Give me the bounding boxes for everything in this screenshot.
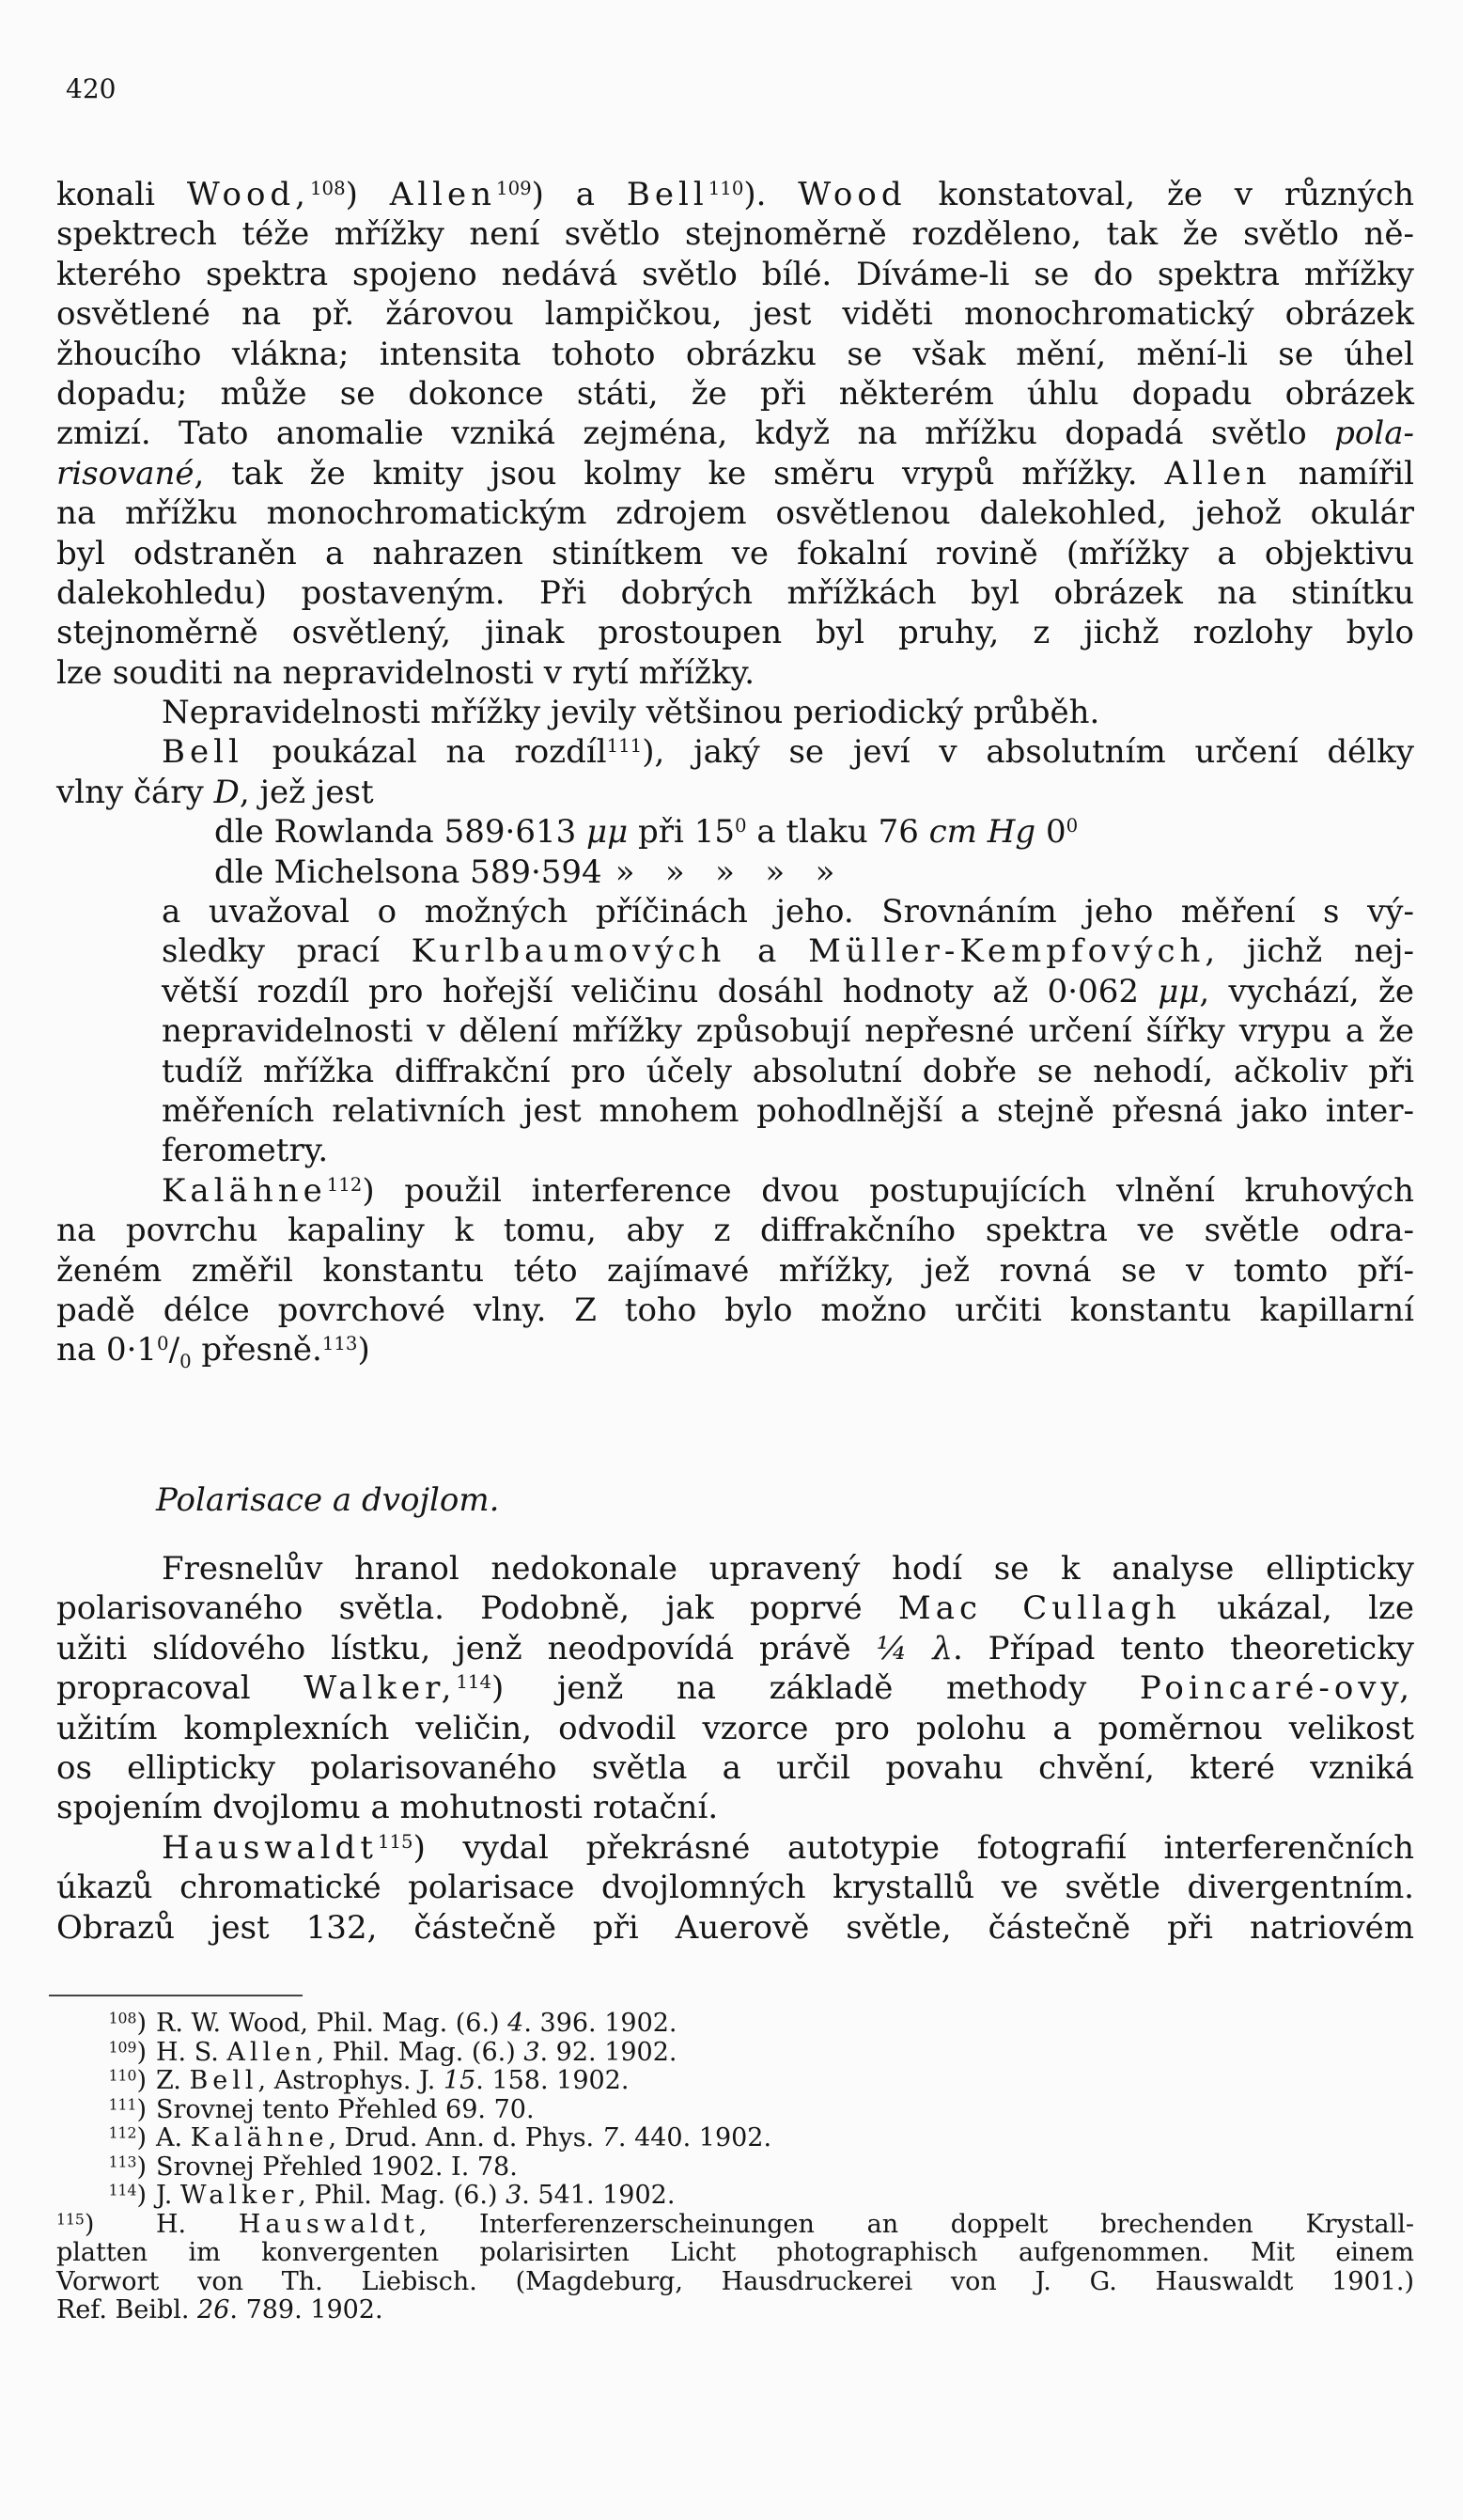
- text-line: konali Wood,$^{108}$) Allen$^{109}$) a Bell$^{110}$). Wood konstatoval, že v různých: [56, 176, 1414, 213]
- page-number: 420: [66, 73, 117, 104]
- text-line: byl odstraněn a nahrazen stinítkem ve fokalní rovině (mřížky a objektivu: [56, 534, 1414, 572]
- text-line: os ellipticky polarisovaného světla a určil povahu chvění, které vzniká: [56, 1748, 1414, 1787]
- main-text: [56, 175, 1414, 1373]
- text-line: měřeních relativních jest mnohem pohodlnější a stejně přesná jako inter-: [162, 1091, 1414, 1130]
- text-line: vlny čáry D, jež jest: [56, 773, 374, 811]
- footnote: $^{111}$) Srovnej tento Přehled 69. 70.: [108, 2094, 535, 2124]
- section-heading: Polarisace a dvojlom.: [156, 1481, 500, 1519]
- text-line: spojením dvojlomu a mohutnosti rotační.: [56, 1789, 719, 1827]
- text-line: na mřížku monochromatickým zdrojem osvětlenou dalekohled, jehož okulár: [56, 494, 1414, 533]
- footnote: $^{114}$) J. Walker, Phil. Mag. (6.) 3. 541. 1902.: [108, 2181, 676, 2210]
- text-line: lze souditi na nepravidelnosti v rytí mřížky.: [56, 653, 755, 692]
- footnote: $^{110}$) Z. Bell, Astrophys. J. 15. 158. 1902.: [108, 2066, 630, 2095]
- text-line: zmizí. Tato anomalie vzniká zejména, když na mřížku dopadá světlo pola-: [56, 415, 1414, 453]
- text-line: dle Michelsona 589·594 » » » » »: [214, 853, 835, 891]
- footnote-divider: [49, 1995, 303, 1996]
- text-line: ferometry.: [162, 1132, 329, 1170]
- text-line: risované, tak že kmity jsou kolmy ke směru vrypů mřížky. Allen namířil: [56, 454, 1414, 493]
- text-line: polarisovaného světla. Podobně, jak poprvé Mac Cullagh ukázal, lze: [56, 1589, 1414, 1628]
- footnote-continued: Vorwort von Th. Liebisch. (Magdeburg, Hausdruckerei von J. G. Hauswaldt 1901.): [56, 2266, 1414, 2296]
- text-line: užitím komplexních veličin, odvodil vzorce pro polohu a poměrnou velikost: [56, 1709, 1414, 1747]
- text-line: větší rozdíl pro hořejší veličinu dosáhl hodnoty až 0·062 μμ, vychází, že: [162, 972, 1414, 1010]
- footnotes: [56, 2010, 1414, 2325]
- footnote-continued: platten im konvergenten polarisirten Licht photographisch aufgenommen. Mit einem: [56, 2238, 1414, 2267]
- text-line: dopadu; může se dokonce státi, že při některém úhlu dopadu obrázek: [56, 374, 1414, 413]
- footnote: $^{109}$) H. S. Allen, Phil. Mag. (6.) 3. 92. 1902.: [108, 2037, 677, 2067]
- text-line: kterého spektra spojeno nedává světlo bílé. Díváme-li se do spektra mřížky: [56, 255, 1414, 293]
- footnote: $^{115}$) H. Hauswaldt, Interferenzerscheinungen an doppelt brechenden Krystall-: [56, 2209, 1414, 2239]
- text-line: Nepravidelnosti mřížky jevily většinou periodický průběh.: [162, 694, 1100, 732]
- text-line: dle Rowlanda 589·613 μμ při $15^0$ a tlaku 76 cm Hg $0^0$: [214, 813, 1079, 852]
- text-line: propracoval Walker,$^{114}$) jenž na základě methody Poincaré-ovy,: [56, 1669, 1414, 1708]
- text-line: dalekohledu) postaveným. Při dobrých mřížkách byl obrázek na stinítku: [56, 573, 1414, 612]
- text-line: nepravidelnosti v dělení mřížky způsobují nepřesné určení šířky vrypu a že: [162, 1012, 1414, 1051]
- text-line: úkazů chromatické polarisace dvojlomných krystallů ve světle divergentním.: [56, 1869, 1414, 1907]
- text-line: padě délce povrchové vlny. Z toho bylo možno určiti konstantu kapillarní: [56, 1291, 1414, 1329]
- footnote: $^{112}$) A. Kalähne, Drud. Ann. d. Phys. 7. 440. 1902.: [108, 2123, 772, 2152]
- text-line: osvětlené na př. žárovou lampičkou, jest viděti monochromatický obrázek: [56, 295, 1414, 334]
- footnote-continued: Ref. Beibl. 26. 789. 1902.: [56, 2295, 383, 2324]
- text-line: Obrazů jest 132, částečně při Auerově světle, částečně při natriovém: [56, 1908, 1414, 1947]
- text-line: na povrchu kapaliny k tomu, aby z diffrakčního spektra ve světle odra-: [56, 1212, 1414, 1250]
- text-line: Hauswaldt$^{115}$) vydal překrásné autotypie fotografií interferenčních: [162, 1828, 1414, 1867]
- text-line: Bell poukázal na rozdíl$^{111}$), jaký se jeví v absolutním určení délky: [162, 733, 1414, 772]
- text-line: sledky prací Kurlbaumových a Müller-Kempfových, jichž nej-: [162, 932, 1414, 971]
- text-line: užiti slídového lístku, jenž neodpovídá právě ¼ λ. Případ tento theoreticky: [56, 1629, 1415, 1667]
- text-line: na $0\cdot 1^0/_0$ přesně.$^{113}$): [56, 1331, 370, 1373]
- text-line: tudíž mřížka diffrakční pro účely absolutní dobře se nehodí, ačkoliv při: [162, 1052, 1414, 1090]
- text-line: ženém změřil konstantu této zajímavé mřížky, jež rovná se v tomto pří-: [56, 1251, 1414, 1290]
- text-line: spektrech téže mřížky není světlo stejnoměrně rozděleno, tak že světlo ně-: [56, 215, 1414, 254]
- footnote: $^{108}$) R. W. Wood, Phil. Mag. (6.) 4. 396. 1902.: [108, 2009, 677, 2038]
- footnote: $^{113}$) Srovnej Přehled 1902. I. 78.: [108, 2152, 518, 2182]
- text-line: stejnoměrně osvětlený, jinak prostoupen byl pruhy, z jichž rozlohy bylo: [56, 614, 1414, 652]
- text-line: Fresnelův hranol nedokonale upravený hodí se k analyse ellipticky: [162, 1550, 1414, 1588]
- text-line: žhoucího vlákna; intensita tohoto obrázku se však mění, mění-li se úhel: [56, 335, 1414, 373]
- text-line: Kalähne$^{112}$) použil interference dvou postupujících vlnění kruhových: [162, 1171, 1414, 1210]
- text-line: a uvažoval o možných příčinách jeho. Srovnáním jeho měření s vý-: [162, 893, 1414, 931]
- section-text: [56, 1549, 1414, 1948]
